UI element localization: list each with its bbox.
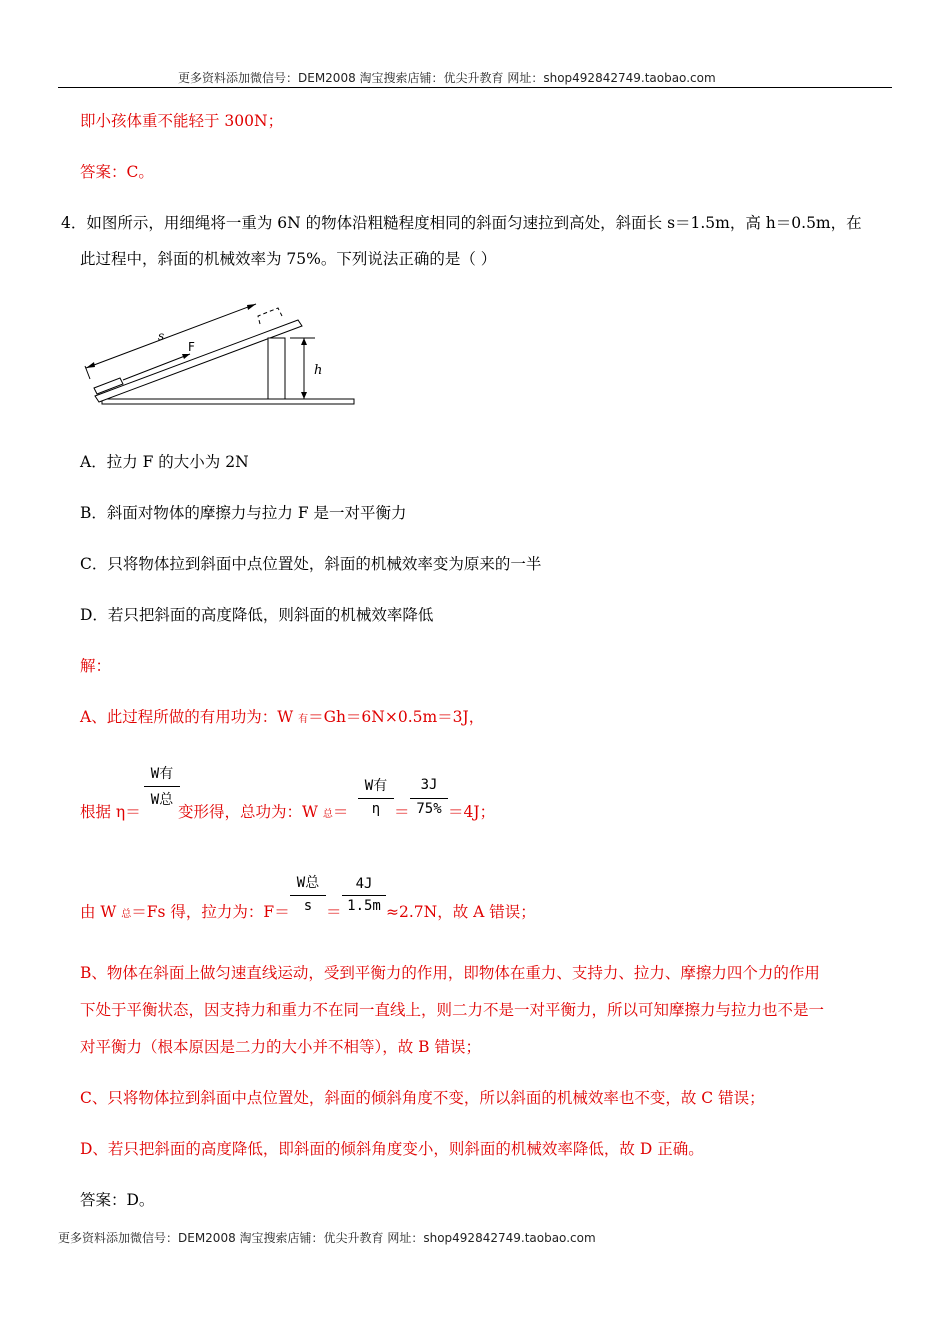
- dashed-block: [258, 308, 282, 324]
- question-line-2: 此过程中，斜面的机械效率为 75%。下列说法正确的是（ ）: [80, 250, 497, 268]
- incline-figure: [80, 296, 360, 410]
- solution-b-line-2: 下处于平衡状态，因支持力和重力不在同一直线上，则二力不是一对平衡力，所以可知摩擦力与拉力也不是一: [80, 1001, 825, 1019]
- solution-b-line-1: B、物体在斜面上做匀速直线运动，受到平衡力的作用，即物体在重力、支持力、拉力、摩擦力四个力的作用: [80, 964, 820, 982]
- solution-b-line-3: 对平衡力（根本原因是二力的大小并不相等），故 B 错误；: [80, 1038, 481, 1056]
- frac1-numerator: W有: [150, 766, 174, 782]
- frac4-bar: [290, 895, 326, 896]
- solution-d-line: D、若只把斜面的高度降低，即斜面的倾斜角度变小，则斜面的机械效率降低，故 D 正确。: [80, 1140, 704, 1158]
- option-b: B．斜面对物体的摩擦力与拉力 F 是一对平衡力: [80, 504, 407, 522]
- frac2-bar: [358, 798, 394, 799]
- solution-a-line-2-mid: 变形得，总功为：W 总＝: [178, 803, 349, 821]
- s-label: s: [158, 329, 165, 343]
- page-footer: 更多资料添加微信号：DEM2008 淘宝搜索店铺：优尖升教育 网址：shop492842749.taobao.com: [58, 1231, 596, 1245]
- header-rule: [58, 87, 892, 88]
- solution-a-line-3: 由 W 总＝Fs 得，拉力为：F＝: [80, 903, 290, 921]
- option-a: A．拉力 F 的大小为 2N: [80, 453, 249, 471]
- frac4-numerator: W总: [296, 875, 320, 891]
- frac3-denominator: 75%: [416, 801, 442, 817]
- solution-a-line-3-post: ≈2.7N，故 A 错误；: [386, 903, 536, 921]
- solution-a-line-2-prefix: 根据 η＝: [80, 803, 141, 821]
- page-header: 更多资料添加微信号：DEM2008 淘宝搜索店铺：优尖升教育 网址：shop492842749.taobao.com: [178, 71, 716, 85]
- frac5-denominator: 1.5m: [347, 898, 381, 914]
- frac3-bar: [410, 798, 448, 799]
- solution-head: 解：: [80, 657, 112, 675]
- solution-a-line-1: A、此过程所做的有用功为：W 有＝Gh＝6N×0.5m＝3J，: [80, 708, 485, 726]
- option-c: C．只将物体拉到斜面中点位置处，斜面的机械效率变为原来的一半: [80, 555, 542, 573]
- frac1-bar: [144, 786, 180, 787]
- frac2-numerator: W有: [364, 778, 388, 794]
- solution-a-line-3-eq: ＝: [326, 903, 342, 921]
- support-column: [268, 338, 285, 399]
- prev-conclusion: 即小孩体重不能轻于 300N；: [80, 112, 284, 130]
- frac4-denominator: s: [303, 898, 313, 914]
- frac1-denominator: W总: [150, 792, 174, 808]
- solution-a-line-2-post: ＝4J；: [448, 803, 496, 821]
- ground-base: [102, 399, 354, 404]
- frac3-numerator: 3J: [420, 777, 438, 793]
- frac5-numerator: 4J: [355, 876, 373, 892]
- solution-c-line: C、只将物体拉到斜面中点位置处，斜面的倾斜角度不变，所以斜面的机械效率也不变，故 C 错误；: [80, 1089, 765, 1107]
- s-dimension-line: [86, 304, 256, 368]
- final-answer: 答案：D。: [80, 1191, 155, 1209]
- f-label: F: [188, 340, 195, 354]
- prev-answer: 答案：C。: [80, 163, 154, 181]
- question-line-1: 4．如图所示，用细绳将一重为 6N 的物体沿粗糙程度相同的斜面匀速拉到高处，斜面长 s＝1.5m，高 h＝0.5m，在: [61, 214, 862, 232]
- frac2-denominator: η: [371, 801, 381, 817]
- frac5-bar: [342, 895, 386, 896]
- solution-a-line-2-eq2: ＝: [394, 803, 410, 821]
- option-d: D．若只把斜面的高度降低，则斜面的机械效率降低: [80, 606, 434, 624]
- h-label: h: [314, 363, 323, 378]
